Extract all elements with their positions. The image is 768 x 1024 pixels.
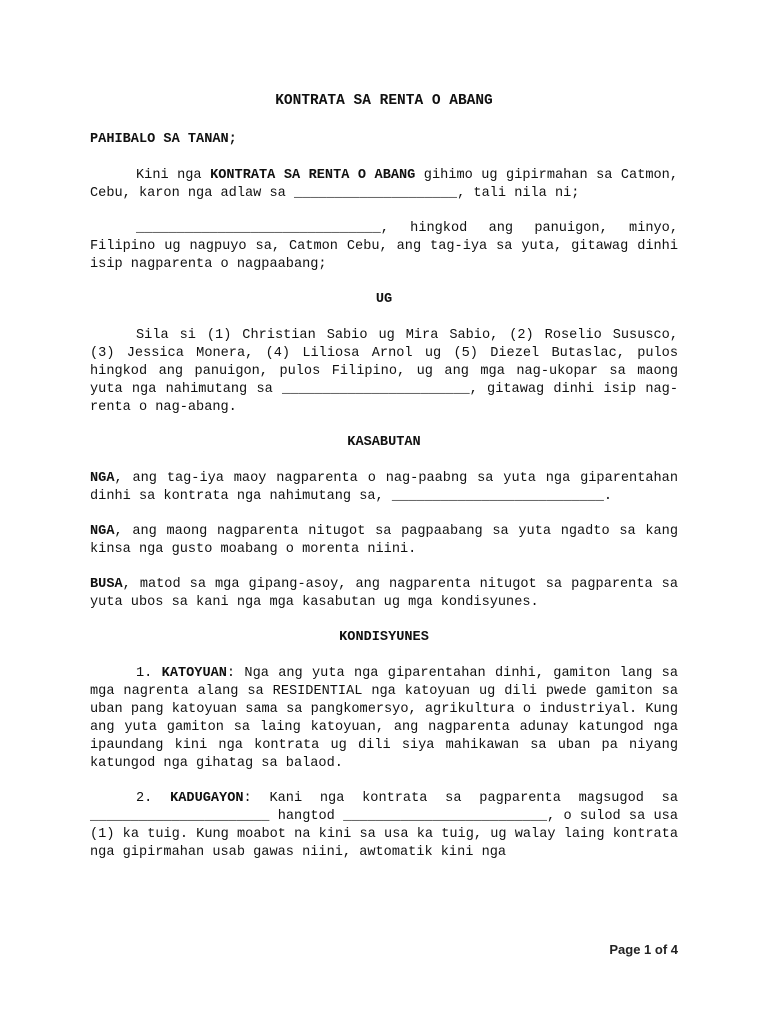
whereas-1-text: , ang tag-iya maoy nagparenta o nag-paabng sa yuta nga giparentahan dinhi sa kontrata nga nahimutang sa, __________________________.: [90, 471, 678, 504]
and-heading: UG: [375, 292, 393, 307]
busa-bold: BUSA: [90, 577, 123, 592]
whereas-2: [90, 523, 678, 559]
condition-2-number: 2.: [136, 791, 171, 806]
whereas-1-bold: NGA: [90, 471, 115, 486]
intro-pre: Kini nga: [136, 168, 211, 183]
kondisyunes-heading: KONDISYUNES: [339, 630, 429, 645]
lessor-paragraph: ______________________________, hingkod ang panuigon, minyo, Filipino ug nagpuyo sa, Catmon Cebu, ang tag-iya sa yuta, gitawag dinhi isip nagparenta o nagpaabang;: [90, 221, 678, 272]
document-body: [90, 92, 678, 879]
condition-2-text: : Kani nga kontrata sa pagparenta magsugod sa ______________________ hangtod _________________________, o sulod sa usa (1) ka tuig. Kung moabot na kini sa usa ka tuig, ug walay laing kontrata nga gipirmahan usab gawas niini, awtomatik kini nga: [90, 791, 678, 860]
whereas-2-bold: NGA: [90, 524, 115, 539]
condition-1-text: : Nga ang yuta nga giparentahan dinhi, gamiton lang sa mga nagrenta alang sa RESIDENTIAL nga katoyuan ug dili pwede gamiton sa uban pang katoyuan sama sa pangkomersyo, agrikultura o industriyal. Kung ang yuta gamiton sa laing katoyuan, ang nagparenta adunay katungod nga ipaundang kini nga kontrata ug dili siya mahikawan sa uban pa niyang katungod nga gihatag sa balaod.: [90, 666, 678, 771]
kasabutan-heading: KASABUTAN: [347, 435, 421, 450]
condition-1: [90, 665, 678, 773]
busa-paragraph: [90, 576, 678, 612]
lessees-paragraph: Sila si (1) Christian Sabio ug Mira Sabio, (2) Roselio Sususco, (3) Jessica Monera, (4) Liliosa Arnol ug (5) Diezel Butaslac, pulos hingkod ang panuigon, pulos Filipino, ug ang mga nag-ukopar sa maong yuta nga nahimutang sa _______________________, gitawag dinhi isip nag-renta o nag-abang.: [90, 328, 678, 415]
condition-1-bold: KATOYUAN: [161, 666, 227, 681]
whereas-2-text: , ang maong nagparenta nitugot sa pagpaabang sa yuta ngadto sa kang kinsa nga gusto moabang o morenta niini.: [90, 524, 678, 557]
intro-paragraph: [90, 167, 678, 203]
page-number: Page 1 of 4: [609, 942, 678, 957]
whereas-1: [90, 470, 678, 506]
document-title: KONTRATA SA RENTA O ABANG: [275, 93, 493, 109]
condition-2: [90, 790, 678, 862]
condition-1-number: 1.: [136, 666, 162, 681]
greeting: PAHIBALO SA TANAN;: [90, 132, 237, 147]
intro-post: gihimo ug gipirmahan sa Catmon, Cebu, karon nga adlaw sa ____________________, tali nila ni;: [90, 168, 678, 201]
condition-2-bold: KADUGAYON: [170, 791, 244, 806]
busa-text: , matod sa mga gipang-asoy, ang nagparenta nitugot sa pagparenta sa yuta ubos sa kani nga mga kasabutan ug mga kondisyunes.: [90, 577, 678, 610]
intro-bold: KONTRATA SA RENTA O ABANG: [210, 168, 416, 183]
